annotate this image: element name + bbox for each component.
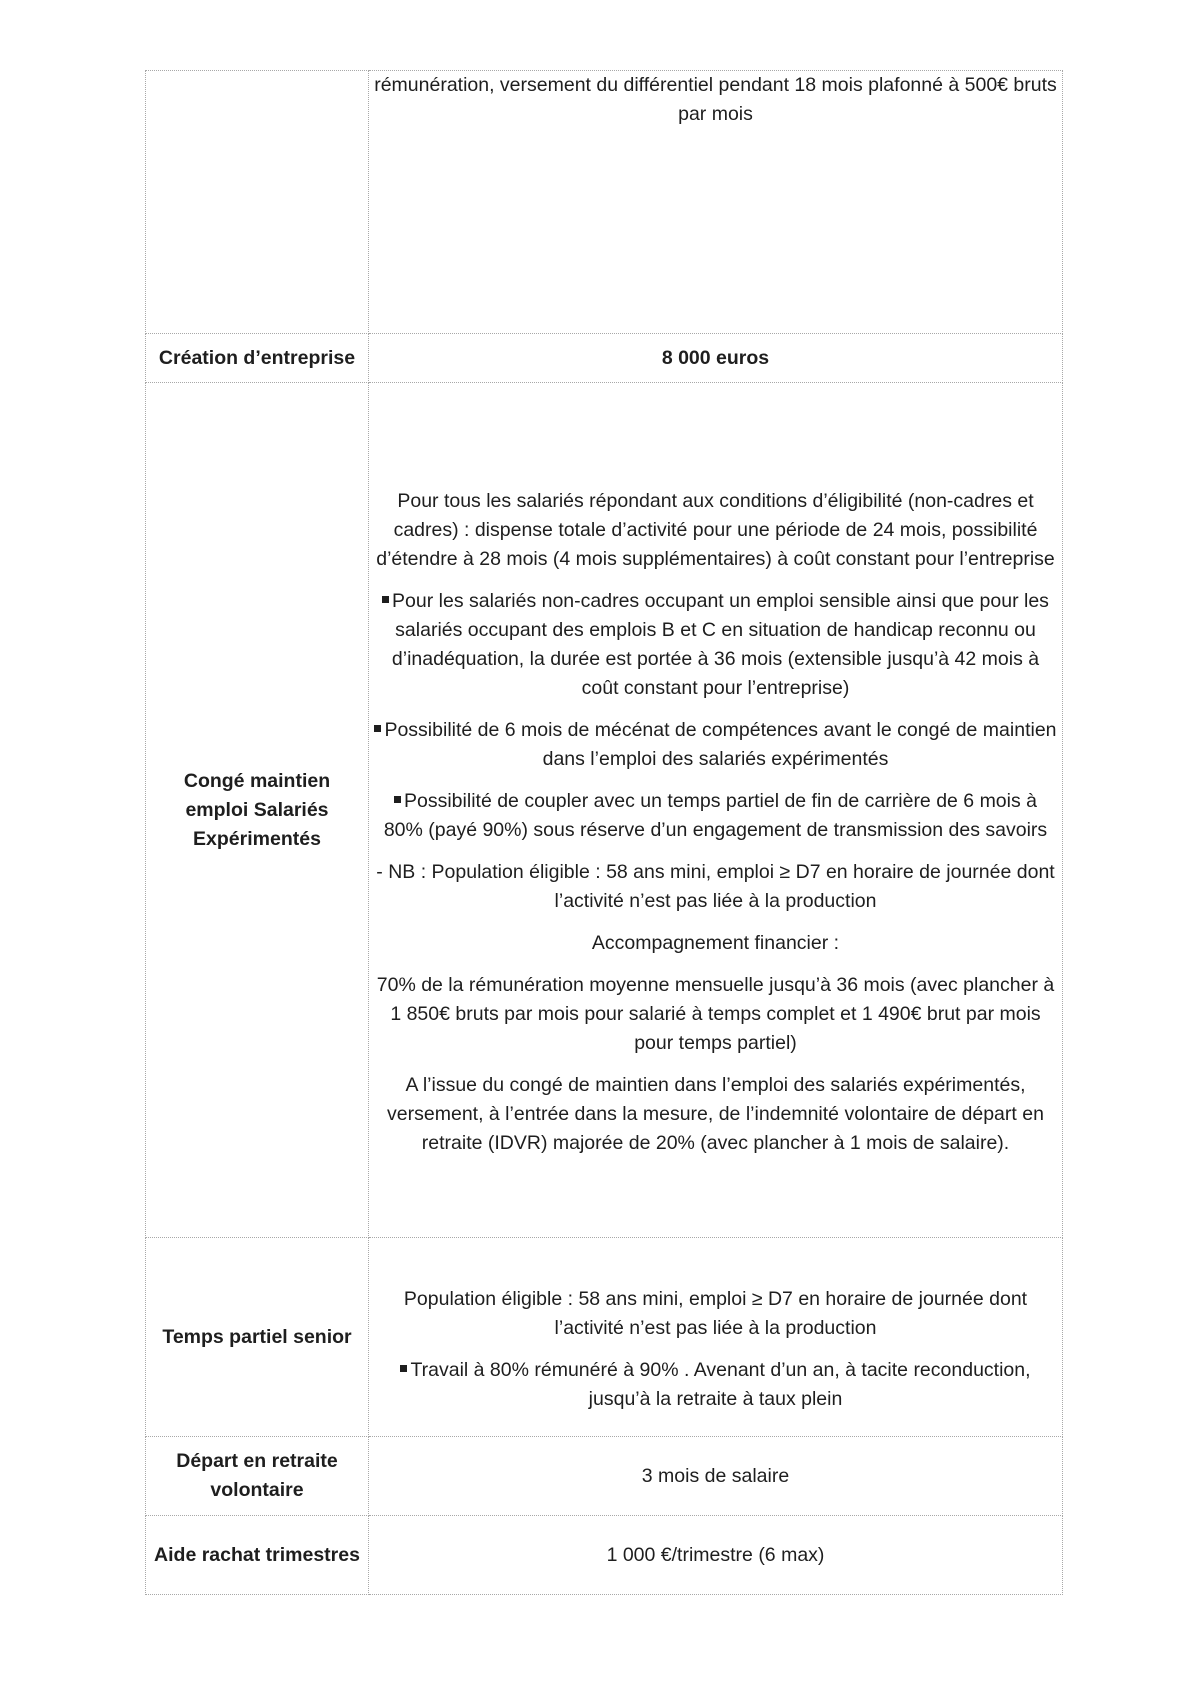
row-label-rachat: Aide rachat trimestres — [146, 1516, 369, 1595]
temps-partiel-paragraph: Population éligible : 58 ans mini, emploi ≥ D7 en horaire de journée dont l’activité n’est pas liée à la production — [403, 1287, 1028, 1339]
table-row — [146, 1238, 1063, 1437]
bullet-icon — [374, 725, 381, 732]
table-row — [146, 1516, 1063, 1595]
row-label-depart: Départ en retraite volontaire — [146, 1437, 369, 1516]
row-label-temps-partiel: Temps partiel senior — [146, 1238, 369, 1437]
bullet-icon — [394, 796, 401, 803]
bullet-icon — [400, 1365, 407, 1372]
depart-value: 3 mois de salaire — [369, 1437, 1063, 1516]
row-content — [369, 71, 1063, 334]
table-row — [146, 334, 1063, 383]
creation-value: 8 000 euros — [369, 334, 1063, 383]
conge-paragraph: A l’issue du congé de maintien dans l’emploi des salariés expérimentés, versement, à l’entrée dans la mesure, de l’indemnité volontaire de départ en retraite (IDVR) majorée de 20% (avec plancher à 1 mois de salaire). — [387, 1073, 1044, 1154]
row-label-creation: Création d’entreprise — [146, 334, 369, 383]
table-row — [146, 383, 1063, 1238]
conge-paragraph: 70% de la rémunération moyenne mensuelle jusqu’à 36 mois (avec plancher à 1 850€ bruts par mois pour salarié à temps complet et 1 490€ brut par mois pour temps partiel) — [376, 973, 1055, 1054]
bullet-icon — [382, 596, 389, 603]
conge-paragraph: Pour tous les salariés répondant aux conditions d’éligibilité (non-cadres et cadres) : dispense totale d’activité pour une période de 24 mois, possibilité d’étendre à 28 mois (4 mois supplémentaires) à coût constant pour l’entreprise — [376, 489, 1055, 570]
temps-partiel-paragraph: Travail à 80% rémunéré à 90% . Avenant d’un an, à tacite reconduction, jusqu’à la retraite à taux plein — [373, 1356, 1058, 1414]
row-content — [369, 1238, 1063, 1437]
continuation-text: rémunération, versement du différentiel pendant 18 mois plafonné à 500€ bruts par mois — [374, 74, 1057, 125]
row-label-empty — [146, 71, 369, 334]
row-content — [369, 383, 1063, 1238]
table-row — [146, 71, 1063, 334]
table-row — [146, 1437, 1063, 1516]
conge-paragraph: Accompagnement financier : — [591, 931, 840, 954]
conge-paragraph: - NB : Population éligible : 58 ans mini, emploi ≥ D7 en horaire de journée dont l’activité n’est pas liée à la production — [376, 860, 1055, 912]
conge-paragraph: Possibilité de coupler avec un temps partiel de fin de carrière de 6 mois à 80% (payé 90%) sous réserve d’un engagement de transmission des savoirs — [383, 789, 1048, 841]
row-label-conge: Congé maintien emploi Salariés Expérimentés — [146, 383, 369, 1238]
conge-paragraph: Possibilité de 6 mois de mécénat de compétences avant le congé de maintien dans l’emploi des salariés expérimentés — [373, 716, 1058, 774]
rachat-value: 1 000 €/trimestre (6 max) — [369, 1516, 1063, 1595]
conge-paragraph: Pour les salariés non-cadres occupant un emploi sensible ainsi que pour les salariés occupant des emplois B et C en situation de handicap reconnu ou d’inadéquation, la durée est portée à 36 mois (extensible jusqu’à 42 mois à coût constant pour l’entreprise) — [373, 587, 1058, 703]
measures-table — [145, 70, 1063, 1595]
